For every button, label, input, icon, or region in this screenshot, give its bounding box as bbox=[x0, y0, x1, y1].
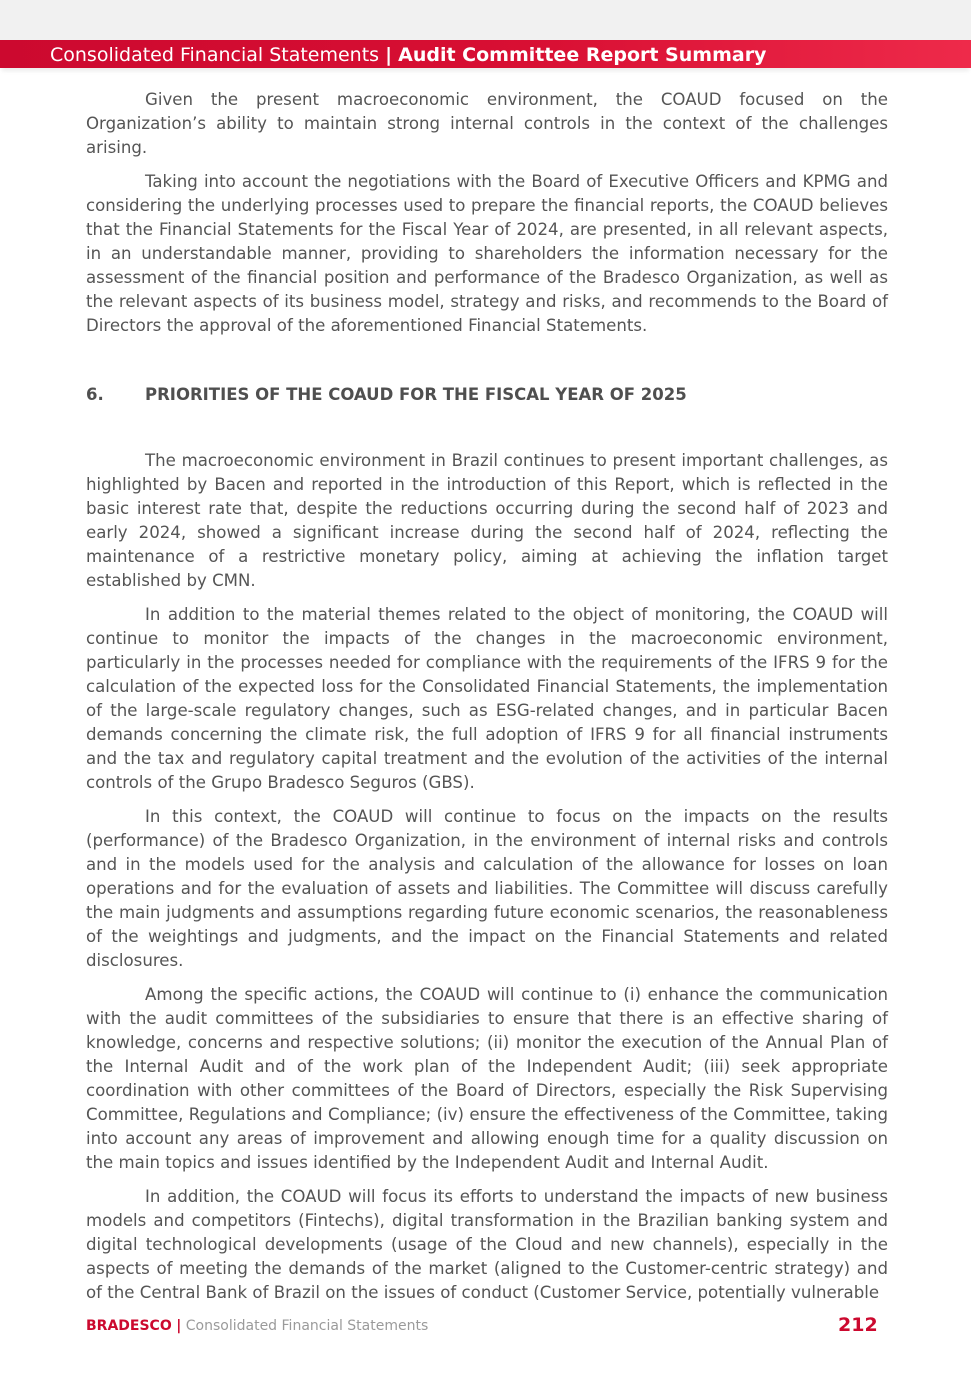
header-subtitle: Audit Committee Report Summary bbox=[398, 44, 767, 66]
footer-separator: | bbox=[176, 1318, 182, 1334]
page-number: 212 bbox=[838, 1314, 878, 1336]
footer bbox=[86, 1316, 428, 1336]
paragraph: Taking into account the negotiations with the Board of Executive Officers and KPMG and considering the underlying processes used to prepare the financial reports, the COAUD believes that the Financial Statements for the Fiscal Year of 2024, are presented, in all relevant aspects, in an understandable manner, providing to shareholders the information necessary for the assessment of the financial position and performance of the Bradesco Organization, as well as the relevant aspects of its business model, strategy and risks, and recommends to the Board of Directors the approval of the aforementioned Financial Statements. bbox=[86, 172, 888, 335]
paragraph: In this context, the COAUD will continue to focus on the impacts on the results (performance) of the Bradesco Organization, in the environment of internal risks and controls and in the models used for the analysis and calculation of the allowance for losses on loan operations and for the evaluation of assets and liabilities. The Committee will discuss carefully the main judgments and assumptions regarding future economic scenarios, the reasonableness of the weightings and judgments, and the impact on the Financial Statements and related disclosures. bbox=[86, 807, 888, 970]
section-title: PRIORITIES OF THE COAUD FOR THE FISCAL YEAR OF 2025 bbox=[145, 385, 687, 404]
section-number: 6. bbox=[86, 385, 104, 404]
footer-document-title: Consolidated Financial Statements bbox=[185, 1318, 429, 1334]
header-separator: | bbox=[385, 44, 393, 66]
paragraph: Among the specific actions, the COAUD will continue to (i) enhance the communication with the audit committees of the subsidiaries to ensure that there is an effective sharing of knowledge, concerns and respective solutions; (ii) monitor the execution of the Annual Plan of the Internal Audit and of the work plan of the Independent Audit; (iii) seek appropriate coordination with other committees of the Board of Directors, especially the Risk Supervising Committee, Regulations and Compliance; (iv) ensure the effectiveness of the Committee, taking into account any areas of improvement and allowing enough time for a quality discussion on the main topics and issues identified by the Independent Audit and Internal Audit. bbox=[86, 985, 888, 1172]
document-body bbox=[86, 88, 888, 1315]
header-title: Consolidated Financial Statements bbox=[50, 44, 380, 66]
paragraph: In addition to the material themes related to the object of monitoring, the COAUD will continue to monitor the impacts of the changes in the macroeconomic environment, particularly in the processes needed for compliance with the requirements of the IFRS 9 for the calculation of the expected loss for the Consolidated Financial Statements, the implementation of the large-scale regulatory changes, such as ESG-related changes, and in particular Bacen demands concerning the climate risk, the full adoption of IFRS 9 for all financial instruments and the tax and regulatory capital treatment and the evolution of the activities of the internal controls of the Grupo Bradesco Seguros (GBS). bbox=[86, 605, 888, 792]
header-text bbox=[50, 43, 766, 67]
paragraph: Given the present macroeconomic environment, the COAUD focused on the Organization’s ability to maintain strong internal controls in the context of the challenges arising. bbox=[86, 90, 888, 157]
paragraph: The macroeconomic environment in Brazil continues to present important challenges, as highlighted by Bacen and reported in the introduction of this Report, which is reflected in the basic interest rate that, despite the reductions occurring during the second half of 2023 and early 2024, showed a significant increase during the second half of 2024, reflecting the maintenance of a restrictive monetary policy, aiming at achieving the inflation target established by CMN. bbox=[86, 451, 888, 590]
header-bar bbox=[0, 40, 971, 68]
section-heading bbox=[86, 383, 888, 407]
top-band bbox=[0, 0, 971, 40]
paragraph: In addition, the COAUD will focus its efforts to understand the impacts of new business models and competitors (Fintechs), digital transformation in the Brazilian banking system and digital technological developments (usage of the Cloud and new channels), especially in the aspects of meeting the demands of the market (aligned to the Customer-centric strategy) and of the Central Bank of Brazil on the issues of conduct (Customer Service, potentially vulnerable bbox=[86, 1187, 888, 1302]
footer-brand: BRADESCO bbox=[86, 1318, 172, 1334]
